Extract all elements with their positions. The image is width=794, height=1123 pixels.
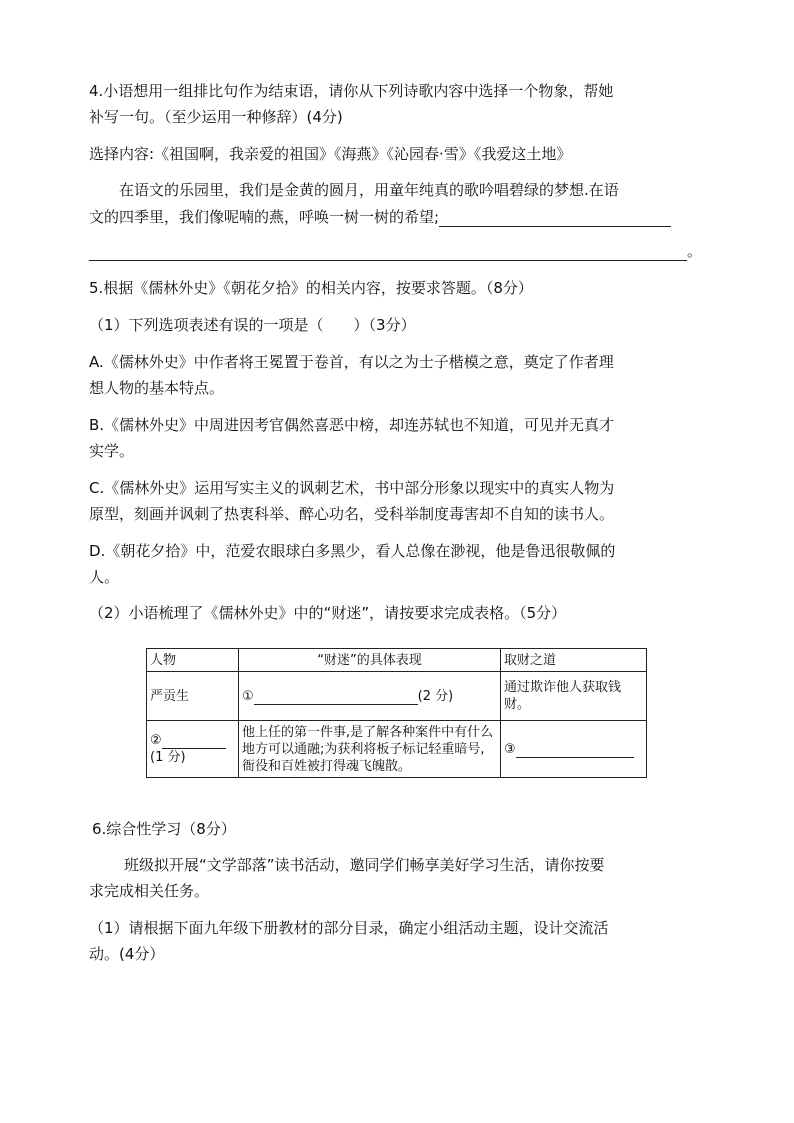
table-answer-blank-1[interactable]: [254, 690, 418, 705]
blank-marker-2: ②: [150, 733, 162, 748]
q6-intro-line-1: 班级拟开展“文学部落”读书活动，邀同学们畅享美好学习生活，请你按要: [124, 856, 605, 874]
table-header-method: 取财之道: [501, 649, 647, 672]
option-c-line-2: 原型，刻画并讽刺了热衷科举、醉心功名，受科举制度毒害却不自知的读书人。: [89, 505, 615, 523]
table-answer-blank-3[interactable]: [516, 743, 634, 758]
score-label: (1 分): [150, 750, 186, 765]
table-answer-blank-2[interactable]: [162, 734, 226, 749]
q6-title: 6.综合性学习（8分）: [92, 820, 236, 838]
table-header-row: [147, 649, 647, 672]
q4-paragraph-line-2-wrap: [89, 207, 671, 227]
q6-sub-question-1-line-2: 动。(4分）: [89, 945, 165, 963]
table-cell-person: [147, 721, 239, 778]
option-d-line-2: 人。: [89, 568, 120, 586]
option-c-line-1: C.《儒林外史》运用写实主义的讽刺艺术，书中部分形象以现实中的真实人物为: [89, 479, 615, 497]
q5-sub-question-1: （1）下列选项表述有误的一项是（ ）（3分）: [89, 316, 416, 334]
table-row: [147, 721, 647, 778]
table-cell-person: 严贡生: [147, 672, 239, 721]
q4-line-2: 补写一句。（至少运用一种修辞）(4分): [89, 108, 343, 126]
q4-blank-line-wrap: [89, 241, 702, 261]
table-header-behavior: “财迷”的具体表现: [239, 649, 501, 672]
option-a-line-2: 想人物的基本特点。: [89, 379, 225, 397]
table-header-person: 人物: [147, 649, 239, 672]
option-b-line-2: 实学。: [89, 442, 135, 460]
table-cell-method: 通过欺诈他人获取钱财。: [501, 672, 647, 721]
table-row: [147, 672, 647, 721]
q5-sub-question-2: （2）小语梳理了《儒林外史》中的“财迷”，请按要求完成表格。（5分）: [89, 604, 567, 622]
q4-paragraph-line-1: 在语文的乐园里，我们是金黄的圆月，用童年纯真的歌吟唱碧绿的梦想.在语: [119, 181, 619, 199]
answer-table: [146, 648, 647, 778]
q6-sub-question-1-line-1: （1）请根据下面九年级下册教材的部分目录，确定小组活动主题，设计交流活: [89, 919, 609, 937]
table-cell-behavior: [239, 672, 501, 721]
answer-blank-2[interactable]: [89, 244, 687, 261]
q4-line-1: 4.小语想用一组排比句作为结束语，请你从下列诗歌内容中选择一个物象，帮她: [89, 82, 614, 100]
score-label: (2 分): [417, 688, 454, 704]
table-cell-method: [501, 721, 647, 778]
blank-marker-1: ①: [242, 688, 254, 704]
option-a-line-1: A.《儒林外史》中作者将王冕置于卷首，有以之为士子楷模之意，奠定了作者理: [89, 353, 614, 371]
q5-title: 5.根据《儒林外史》《朝花夕拾》的相关内容，按要求答题。（8分）: [89, 279, 533, 297]
answer-blank-1[interactable]: [439, 210, 671, 227]
q4-end-mark: 。: [687, 242, 703, 260]
q4-choices: 选择内容:《祖国啊，我亲爱的祖国》《海燕》《沁园春·雪》《我爱这土地》: [89, 145, 572, 163]
table-cell-behavior: 他上任的第一件事,是了解各种案件中有什么地方可以通融;为获利将板子标记轻重暗号,衙役和百姓被打得魂飞魄散。: [239, 721, 501, 778]
q6-intro-line-2: 求完成相关任务。: [89, 882, 210, 900]
q4-paragraph-line-2: 文的四季里，我们像呢喃的燕，呼唤一树一树的希望;: [89, 208, 440, 226]
option-d-line-1: D.《朝花夕拾》中，范爱农眼球白多黑少，看人总像在渺视，他是鲁迅很敬佩的: [89, 542, 616, 560]
option-b-line-1: B.《儒林外史》中周进因考官偶然喜恶中榜，却连苏轼也不知道，可见并无真才: [89, 416, 615, 434]
blank-marker-3: ③: [504, 741, 516, 757]
